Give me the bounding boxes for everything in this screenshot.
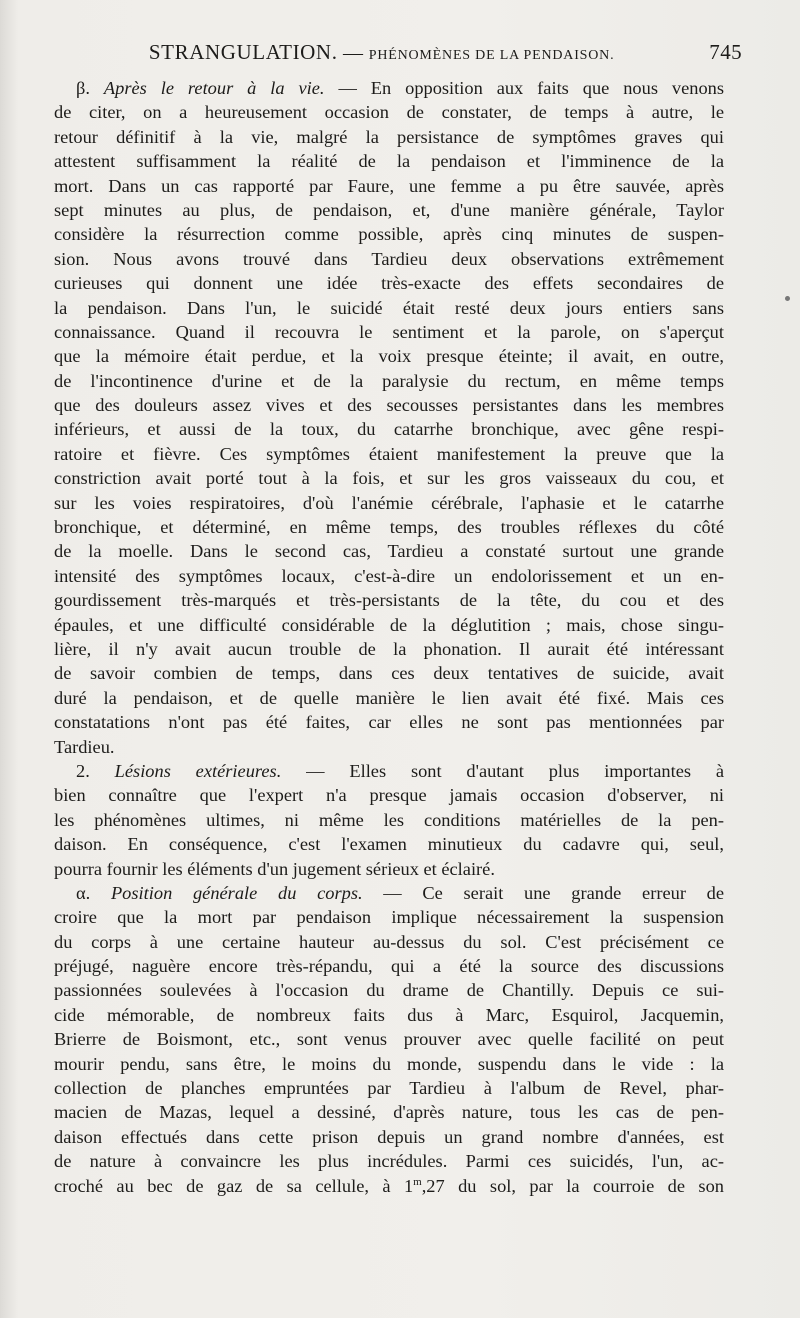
- alpha-marker: α.: [76, 882, 91, 903]
- text-line: duré la pendaison, et de quelle manière le lien avait été fixé. Mais ces: [54, 687, 724, 708]
- text-line: collection de planches empruntées par Tardieu à l'album de Revel, phar-: [54, 1078, 724, 1099]
- text-line: gourdissement très-marqués et très-persistants de la tête, du cou et des: [54, 590, 724, 611]
- text-line: de l'incontinence d'urine et de la paralysie du rectum, en même temps: [54, 370, 724, 391]
- text-line: inférieurs, et aussi de la toux, du catarrhe bronchique, avec gêne respi-: [54, 419, 724, 440]
- unit-superscript: m: [413, 1175, 422, 1188]
- text-line: constriction avait porté tout à la fois, et sur les gros vaisseaux du cou, et: [54, 468, 724, 489]
- text-line: daison. En conséquence, c'est l'examen minutieux du cadavre qui, seul,: [54, 834, 724, 855]
- text-line: sion. Nous avons trouvé dans Tardieu deux observations extrêmement: [54, 248, 724, 269]
- text-line: que la mémoire était perdue, et la voix presque éteinte; il avait, en outre,: [54, 346, 724, 367]
- text-line: cide mémorable, de nombreux faits dus à Marc, Esquirol, Jacquemin,: [54, 1004, 724, 1025]
- text-line: intensité des symptômes locaux, c'est-à-dire un endolorissement et un en-: [54, 565, 724, 586]
- text-line: du corps à une certaine hauteur au-dessus du sol. C'est précisément ce: [54, 931, 724, 952]
- text-line: bronchique, et déterminé, en même temps, des troubles réflexes du côté: [54, 517, 724, 538]
- text-line: Brierre de Boismont, etc., sont venus prouver avec quelle facilité on peut: [54, 1029, 724, 1050]
- text-line: daison effectués dans cette prison depuis un grand nombre d'années, est: [54, 1126, 724, 1147]
- text-line: retour définitif à la vie, malgré la persistance de symptômes graves qui: [54, 126, 724, 147]
- text-line: ratoire et fièvre. Ces symptômes étaient manifestement la preuve que la: [54, 443, 724, 464]
- lesions-heading: Lésions extérieures.: [114, 760, 282, 781]
- text-line: lière, il n'y avait aucun trouble de la phonation. Il aurait été intéressant: [54, 638, 724, 659]
- text-line: croire que la mort par pendaison implique nécessairement la suspension: [54, 907, 724, 928]
- text-line: la pendaison. Dans l'un, le suicidé était resté deux jours entiers sans: [54, 297, 724, 318]
- running-title: [54, 40, 709, 65]
- section-title: PHÉNOMÈNES DE LA PENDAISON.: [368, 48, 615, 63]
- text-line: attestent suffisamment la réalité de la pendaison et l'imminence de la: [54, 151, 724, 172]
- text-line: de citer, on a heureusement occasion de constater, de temps à autre, le: [54, 102, 724, 123]
- text-line: préjugé, naguère encore très-répandu, qui a été la source des discussions: [54, 956, 724, 977]
- text-line: sept minutes au plus, de pendaison, et, d'une manière générale, Taylor: [54, 199, 724, 220]
- beta-heading: Après le retour à la vie.: [103, 78, 325, 98]
- alpha-heading: Position générale du corps.: [110, 882, 363, 903]
- text-line: de savoir combien de temps, dans ces deux tentatives de suicide, avait: [54, 663, 724, 684]
- text-line: mourir pendu, sans être, le moins du monde, suspendu dans le vide : la: [54, 1053, 724, 1074]
- paragraph-beta-first-line: β. Après le retour à la vie. — En opposition aux faits que nous venons: [76, 78, 724, 98]
- paragraph-lesions-first-line: 2. Lésions extérieures. — Elles sont d'autant plus importantes à: [76, 760, 724, 781]
- text-line: sur les voies respiratoires, d'où l'anémie cérébrale, l'aphasie et le catarrhe: [54, 492, 724, 513]
- text-line: considère la résurrection comme possible, après cinq minutes de suspen-: [54, 224, 724, 245]
- chapter-title: STRANGULATION.: [148, 40, 338, 64]
- text-line: connaissance. Quand il recouvra le sentiment et la parole, on s'aperçut: [54, 321, 724, 342]
- body-text: [54, 76, 724, 1198]
- text-line: constatations n'ont pas été faites, car elles ne sont pas mentionnées par: [54, 712, 724, 733]
- text-line: passionnées soulevées à l'occasion du drame de Chantilly. Depuis ce sui-: [54, 980, 724, 1001]
- beta-marker: β.: [76, 78, 90, 98]
- text-line: que des douleurs assez vives et des secousses persistantes dans les membres: [54, 395, 724, 416]
- text-line: pourra fournir les éléments d'un jugement sérieux et éclairé.: [54, 858, 495, 879]
- header-dash: —: [337, 42, 369, 64]
- text-line: bien connaître que l'expert n'a presque jamais occasion d'observer, ni: [54, 785, 724, 806]
- text-line-final: croché au bec de gaz de sa cellule, à 1$^m$,27 du sol, par la courroie de son: [54, 1175, 724, 1196]
- page-number: 745: [709, 40, 742, 64]
- running-header: [54, 40, 742, 74]
- text-line: les phénomènes ultimes, ni même les conditions matérielles de la pen-: [54, 809, 724, 830]
- lesions-number: 2.: [76, 760, 90, 781]
- text-line: de nature à convaincre les plus incrédules. Parmi ces suicidés, l'un, ac-: [54, 1151, 724, 1172]
- text-line: mort. Dans un cas rapporté par Faure, une femme a pu être sauvée, après: [54, 175, 724, 196]
- text-line: macien de Mazas, lequel a dessiné, d'après nature, tous les cas de pen-: [54, 1102, 724, 1123]
- text-line: épaules, et une difficulté considérable de la déglutition ; mais, chose singu-: [54, 614, 724, 635]
- paragraph-alpha-first-line: α. Position générale du corps. — Ce serait une grande erreur de: [76, 882, 724, 903]
- text-line: Tardieu.: [54, 736, 115, 757]
- text-line: curieuses qui donnent une idée très-exacte des effets secondaires de: [54, 273, 724, 294]
- text-line: de la moelle. Dans le second cas, Tardieu a constaté surtout une grande: [54, 541, 724, 562]
- margin-speck: [785, 296, 790, 301]
